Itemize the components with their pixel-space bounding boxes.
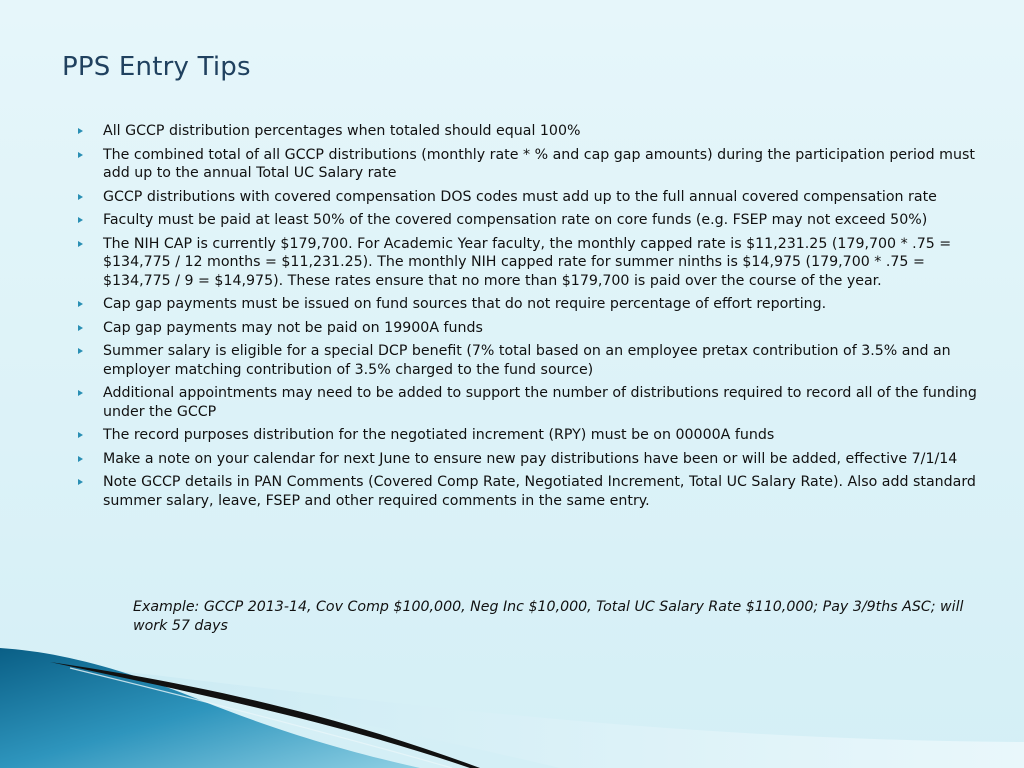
- triangle-bullet-icon: [78, 456, 83, 462]
- bullet-text: Cap gap payments must be issued on fund sources that do not require percentage of effort reporting.: [103, 296, 827, 312]
- triangle-bullet-icon: [78, 152, 83, 158]
- bullet-text: The record purposes distribution for the negotiated increment (RPY) must be on 00000A funds: [103, 427, 775, 443]
- bullet-list: [78, 122, 978, 515]
- slide-title: PPS Entry Tips: [62, 52, 251, 82]
- bullet-text: All GCCP distribution percentages when totaled should equal 100%: [103, 123, 581, 139]
- bullet-text: GCCP distributions with covered compensation DOS codes must add up to the full annual covered compensation rate: [103, 188, 937, 205]
- triangle-bullet-icon: [78, 348, 83, 354]
- bullet-text: Summer salary is eligible for a special DCP benefit (7% total based on an employee pretax contribution of 3.5% and an employer matching contribution of 3.5% charged to the fund source): [103, 343, 951, 378]
- triangle-bullet-icon: [78, 301, 83, 307]
- bullet-text: The combined total of all GCCP distributions (monthly rate * % and cap gap amounts) during the participation period must add up to the annual Total UC Salary rate: [103, 146, 975, 181]
- bullet-item: [78, 235, 978, 291]
- bullet-text: Additional appointments may need to be added to support the number of distributions required to record all of the funding under the GCCP: [103, 385, 977, 420]
- bullet-text: Cap gap payments may not be paid on 19900A funds: [103, 319, 483, 336]
- bullet-item: [78, 211, 978, 230]
- triangle-bullet-icon: [78, 390, 83, 396]
- bullet-text: Faculty must be paid at least 50% of the covered compensation rate on core funds (e.g. FSEP may not exceed 50%): [103, 212, 928, 228]
- triangle-bullet-icon: [78, 241, 83, 247]
- triangle-bullet-icon: [78, 217, 83, 223]
- triangle-bullet-icon: [78, 479, 83, 485]
- triangle-bullet-icon: [78, 325, 83, 331]
- bullet-item: [78, 319, 978, 338]
- bullet-item: [78, 450, 978, 469]
- bullet-item: [78, 188, 978, 207]
- bullet-text: Note GCCP details in PAN Comments (Covered Comp Rate, Negotiated Increment, Total UC Salary Rate). Also add standard summer salary, leave, FSEP and other required comments in the same entry.: [103, 474, 976, 509]
- bullet-text: The NIH CAP is currently $179,700. For Academic Year faculty, the monthly capped rate is $11,231.25 (179,700 * .75 = $134,775 / 12 months = $11,231.25). The monthly NIH capped rate for summer ninths is $14,975 (179,700 * .75 = $134,775 / 9 = $14,975). These rates ensure that no more than $179,700 is paid over the course of the year.: [103, 235, 952, 289]
- triangle-bullet-icon: [78, 432, 83, 438]
- triangle-bullet-icon: [78, 194, 83, 200]
- bullet-item: [78, 146, 978, 183]
- bullet-item: [78, 473, 978, 510]
- bullet-item: [78, 122, 978, 141]
- triangle-bullet-icon: [78, 128, 83, 134]
- bullet-item: [78, 295, 978, 314]
- bullet-item: [78, 384, 978, 421]
- bullet-text: Make a note on your calendar for next June to ensure new pay distributions have been or will be added, effective 7/1/14: [103, 450, 958, 467]
- bullet-item: [78, 342, 978, 379]
- example-note: Example: GCCP 2013-14, Cov Comp $100,000, Neg Inc $10,000, Total UC Salary Rate $110,000; Pay 3/9ths ASC; will work 57 days: [133, 599, 964, 634]
- bullet-item: [78, 426, 978, 445]
